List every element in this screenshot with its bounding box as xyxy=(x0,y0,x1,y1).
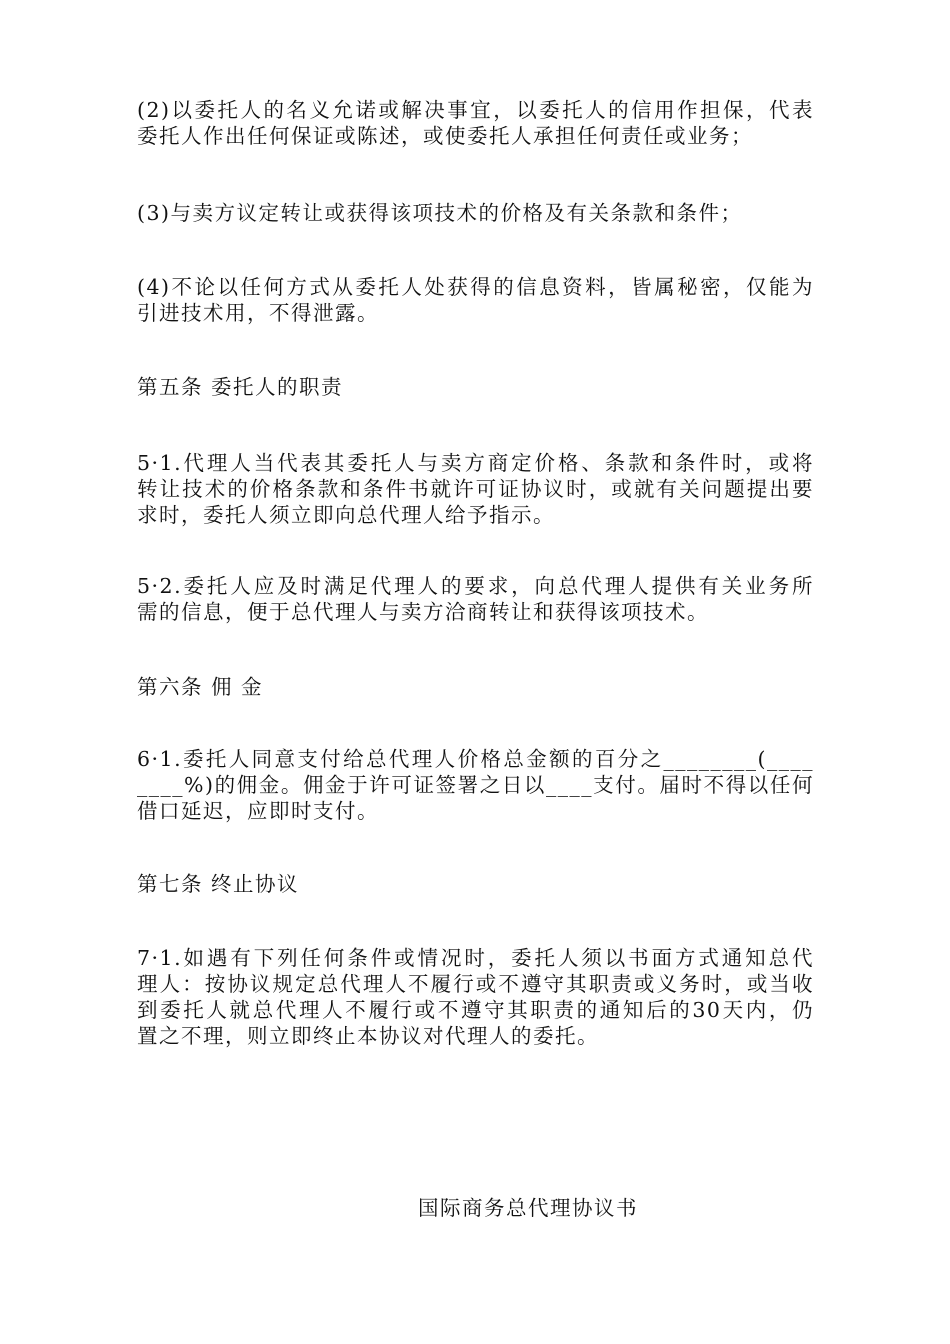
clause-4-item-3 xyxy=(137,200,814,226)
text-line: 5·1.代理人当代表其委托人与卖方商定价格、条款和条件时，或将 xyxy=(137,451,814,475)
article-7-item-1 xyxy=(137,945,814,1049)
text-line: 7·1.如遇有下列任何条件或情况时，委托人须以书面方式通知总代 xyxy=(137,946,814,970)
clause-4-item-4 xyxy=(137,274,814,326)
article-5-heading: 第五条 委托人的职责 xyxy=(137,375,344,399)
text-line: 引进技术用，不得泄露。 xyxy=(137,301,379,325)
article-6-heading: 第六条 佣 金 xyxy=(137,675,264,699)
text-line: 到委托人就总代理人不履行或不遵守其职责的通知后的30天内，仍 xyxy=(137,998,814,1022)
article-5-item-1 xyxy=(137,450,814,528)
text-line: 理人：按协议规定总代理人不履行或不遵守其职责或义务时，或当收 xyxy=(137,972,814,996)
text-line: 6·1.委托人同意支付给总代理人价格总金额的百分之________(____ xyxy=(137,747,814,771)
text-line: 需的信息，便于总代理人与卖方洽商转让和获得该项技术。 xyxy=(137,600,709,624)
clause-4-item-2 xyxy=(137,97,814,149)
article-6-item-1 xyxy=(137,746,814,824)
text-line: 转让技术的价格条款和条件书就许可证协议时，或就有关问题提出要 xyxy=(137,477,814,501)
text-line: (3)与卖方议定转让或获得该项技术的价格及有关条款和条件； xyxy=(137,201,743,225)
footer-document-title: 国际商务总代理协议书 xyxy=(418,1196,638,1220)
text-line: 置之不理，则立即终止本协议对代理人的委托。 xyxy=(137,1024,599,1048)
text-line: (2)以委托人的名义允诺或解决事宜，以委托人的信用作担保，代表 xyxy=(137,98,814,122)
text-line: 委托人作出任何保证或陈述，或使委托人承担任何责任或业务； xyxy=(137,124,753,148)
text-line: 求时，委托人须立即向总代理人给予指示。 xyxy=(137,503,555,527)
article-5-item-2 xyxy=(137,573,814,625)
text-line: (4)不论以任何方式从委托人处获得的信息资料，皆属秘密，仅能为 xyxy=(137,275,814,299)
text-line: 借口延迟，应即时支付。 xyxy=(137,799,379,823)
text-line: ____%)的佣金。佣金于许可证签署之日以____支付。届时不得以任何 xyxy=(137,773,814,797)
article-7-heading: 第七条 终止协议 xyxy=(137,872,300,896)
text-line: 5·2.委托人应及时满足代理人的要求，向总代理人提供有关业务所 xyxy=(137,574,814,598)
